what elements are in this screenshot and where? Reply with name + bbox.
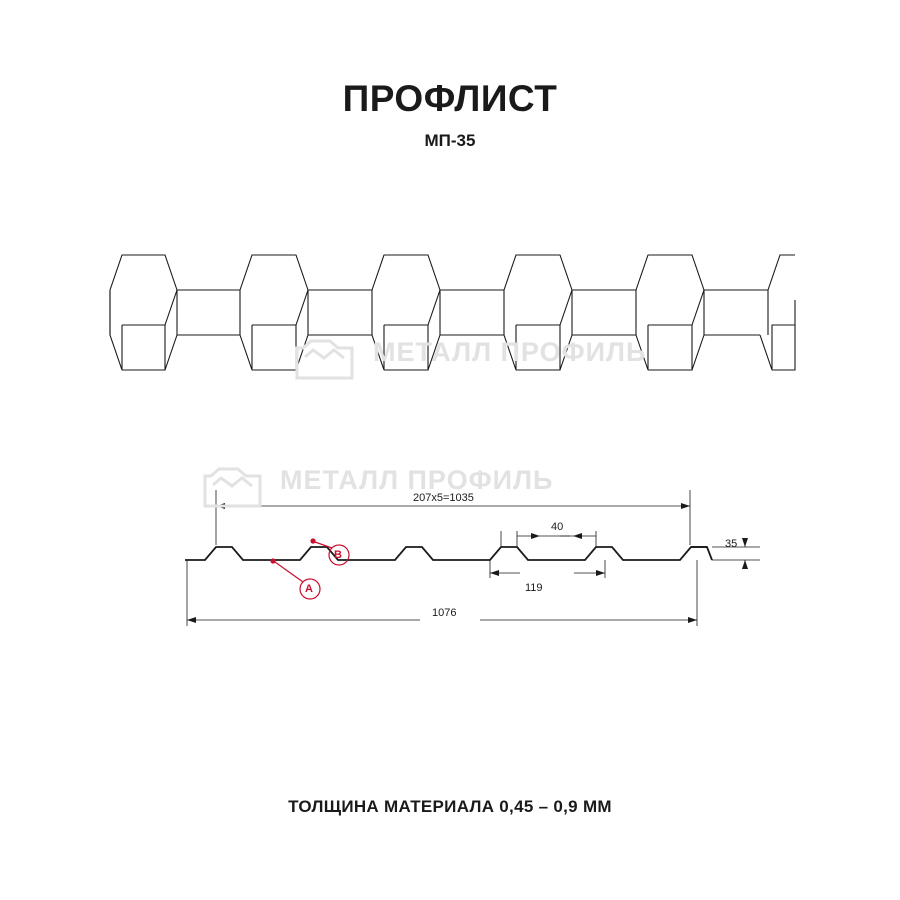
cross-section-view — [185, 547, 718, 560]
watermark-logo-icon-bottom — [205, 469, 260, 506]
dimension-overall-width: 1076 — [432, 607, 457, 619]
callout-b-label: B — [334, 549, 342, 561]
dimension-lines — [187, 490, 760, 626]
dimension-total-working: 207x5=1035 — [413, 492, 474, 504]
material-thickness-note: ТОЛЩИНА МАТЕРИАЛА 0,45 – 0,9 ММ — [288, 797, 612, 816]
watermark-text-bottom: МЕТАЛЛ ПРОФИЛЬ — [280, 465, 554, 495]
cross-section-right-tail — [691, 547, 712, 560]
product-model: МП-35 — [424, 131, 476, 150]
callout-a-label: A — [305, 583, 313, 595]
dimension-rib-pitch: 119 — [525, 582, 543, 594]
callout-b — [310, 538, 349, 565]
watermark-text-top: МЕТАЛЛ ПРОФИЛЬ — [373, 337, 647, 367]
page-title: ПРОФЛИСТ — [342, 78, 558, 119]
watermark-logo-icon-top — [297, 341, 352, 378]
dimension-height: 35 — [725, 538, 738, 550]
dimension-rib-top-width: 40 — [551, 521, 564, 533]
